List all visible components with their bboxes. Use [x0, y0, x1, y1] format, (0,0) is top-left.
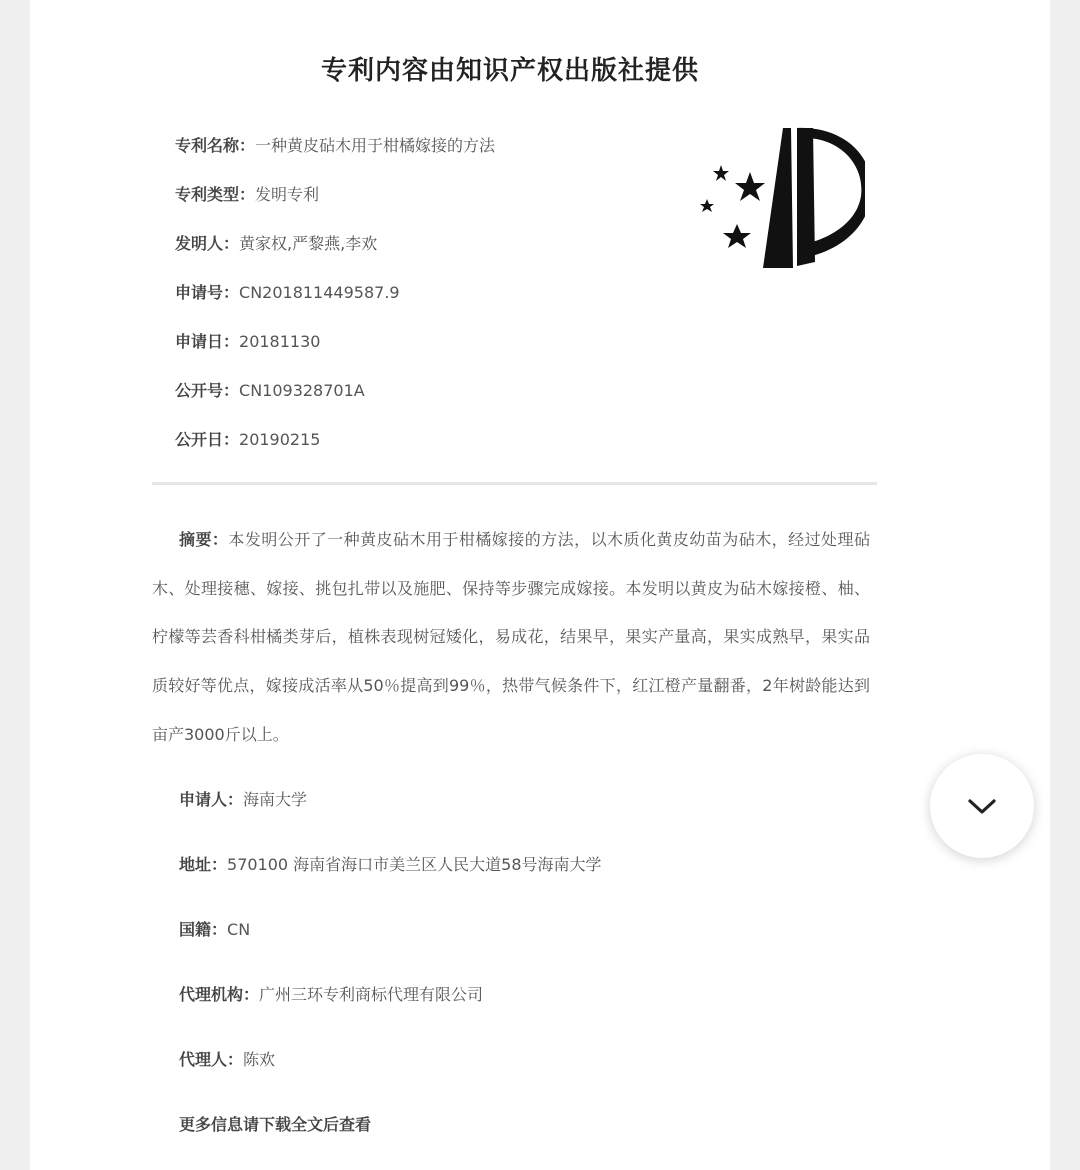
- inventor-label: 发明人：: [175, 234, 240, 253]
- more-info-text: 更多信息请下载全文后查看: [179, 1115, 372, 1134]
- agent-value: 陈欢: [243, 1050, 276, 1069]
- applicant-row: [179, 776, 602, 841]
- patent-type-label: 专利类型：: [175, 185, 256, 204]
- application-date-label: 申请日：: [175, 332, 240, 351]
- application-number-row: [175, 273, 495, 322]
- page-title: 专利内容由知识产权出版社提供: [320, 56, 699, 86]
- patent-type-value: 发明专利: [255, 185, 320, 204]
- publication-number-value: CN109328701A: [239, 381, 365, 400]
- application-number-label: 申请号：: [175, 283, 240, 302]
- nationality-row: [179, 906, 602, 971]
- publication-date-label: 公开日：: [175, 430, 240, 449]
- star-icon: [735, 172, 765, 201]
- star-icon: [723, 224, 751, 248]
- publication-number-row: [175, 371, 495, 420]
- applicant-value: 海南大学: [243, 790, 308, 809]
- application-date-row: [175, 322, 495, 371]
- patent-type-row: [175, 175, 495, 224]
- chevron-down-icon: [967, 796, 997, 816]
- inventor-value: 黄家权,严黎燕,李欢: [239, 234, 378, 253]
- star-icon: [713, 165, 729, 181]
- abstract-paragraph: [152, 516, 870, 760]
- abstract-label: 摘要：: [179, 530, 229, 549]
- address-row: [179, 841, 602, 906]
- agency-value: 广州三环专利商标代理有限公司: [259, 985, 484, 1004]
- patent-name-value: 一种黄皮砧木用于柑橘嫁接的方法: [255, 136, 496, 155]
- application-number-value: CN201811449587.9: [239, 283, 400, 302]
- patent-name-label: 专利名称：: [175, 136, 256, 155]
- application-date-value: 20181130: [239, 332, 321, 351]
- patent-name-row: [175, 126, 495, 175]
- patent-meta: [175, 126, 495, 469]
- address-label: 地址：: [179, 855, 228, 874]
- agency-row: [179, 971, 602, 1036]
- nationality-value: CN: [227, 920, 251, 939]
- agent-label: 代理人：: [179, 1050, 244, 1069]
- nationality-label: 国籍：: [179, 920, 228, 939]
- publication-date-row: [175, 420, 495, 469]
- agency-label: 代理机构：: [179, 985, 260, 1004]
- publication-date-value: 20190215: [239, 430, 321, 449]
- star-icon: [700, 199, 714, 212]
- section-divider: [152, 482, 877, 485]
- scroll-down-button[interactable]: [930, 754, 1034, 858]
- agent-row: [179, 1036, 602, 1101]
- cnipa-logo-icon: [665, 120, 865, 275]
- patent-details: [179, 776, 602, 1166]
- inventor-row: [175, 224, 495, 273]
- abstract-text: 本发明公开了一种黄皮砧木用于柑橘嫁接的方法，以木质化黄皮幼苗为砧木，经过处理砧木、处理接穗、嫁接、挑包扎带以及施肥、保持等步骤完成嫁接。本发明以黄皮为砧木嫁接橙、柚、柠檬等芸香科柑橘类芽后，植株表现树冠矮化，易成花，结果早，果实产量高，果实成熟早，果实品质较好等优点，嫁接成活率从50％提高到99％，热带气候条件下，红江橙产量翻番，2年树龄能达到亩产3000斤以上。: [152, 530, 870, 744]
- publication-number-label: 公开号：: [175, 381, 240, 400]
- address-value: 570100 海南省海口市美兰区人民大道58号海南大学: [227, 855, 602, 874]
- applicant-label: 申请人：: [179, 790, 244, 809]
